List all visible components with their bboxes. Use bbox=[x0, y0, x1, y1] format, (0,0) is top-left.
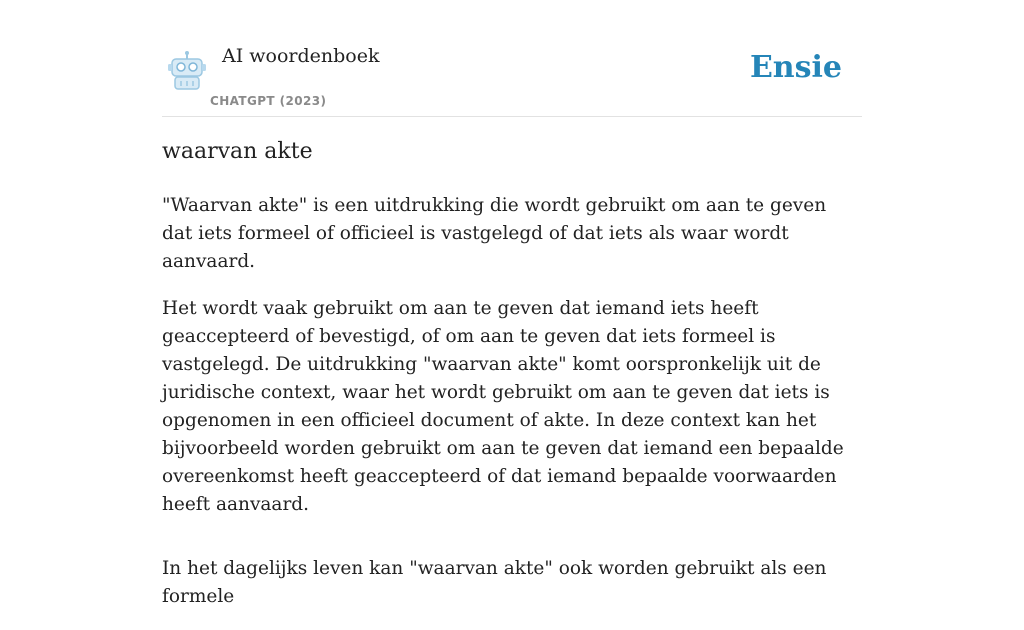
dictionary-source: CHATGPT (2023) bbox=[210, 94, 327, 108]
entry-headword: waarvan akte bbox=[162, 139, 313, 164]
definition-paragraph-3: In het dagelijks leven kan "waarvan akte" ook worden gebruikt als een formele bbox=[162, 558, 827, 607]
brand-logo[interactable]: Ensie bbox=[749, 50, 842, 85]
definition-paragraph-2: Het wordt vaak gebruikt om aan te geven dat iemand iets heeft geaccepteerd of bevestigd, of om aan te geven dat iets formeel is vastgelegd. De uitdrukking "waarvan akte" komt oorspronkelijk uit de juridische context, waar het wordt gebruikt om aan te geven dat iets is opgenomen in een officieel document of akte. In deze context kan het bijvoorbeeld worden gebruikt om aan te geven dat iemand een bepaalde overeenkomst heeft geaccepteerd of dat iemand bepaalde voorwaarden heeft aanvaard. bbox=[162, 298, 844, 515]
entry-definition bbox=[162, 192, 862, 630]
header bbox=[162, 0, 862, 117]
robot-icon bbox=[166, 50, 208, 92]
definition-paragraph-1: "Waarvan akte" is een uitdrukking die wordt gebruikt om aan te geven dat iets formeel of officieel is vastgelegd of dat iets als waar wordt aanvaard. bbox=[162, 195, 827, 272]
dictionary-title[interactable]: AI woordenboek bbox=[222, 45, 380, 67]
